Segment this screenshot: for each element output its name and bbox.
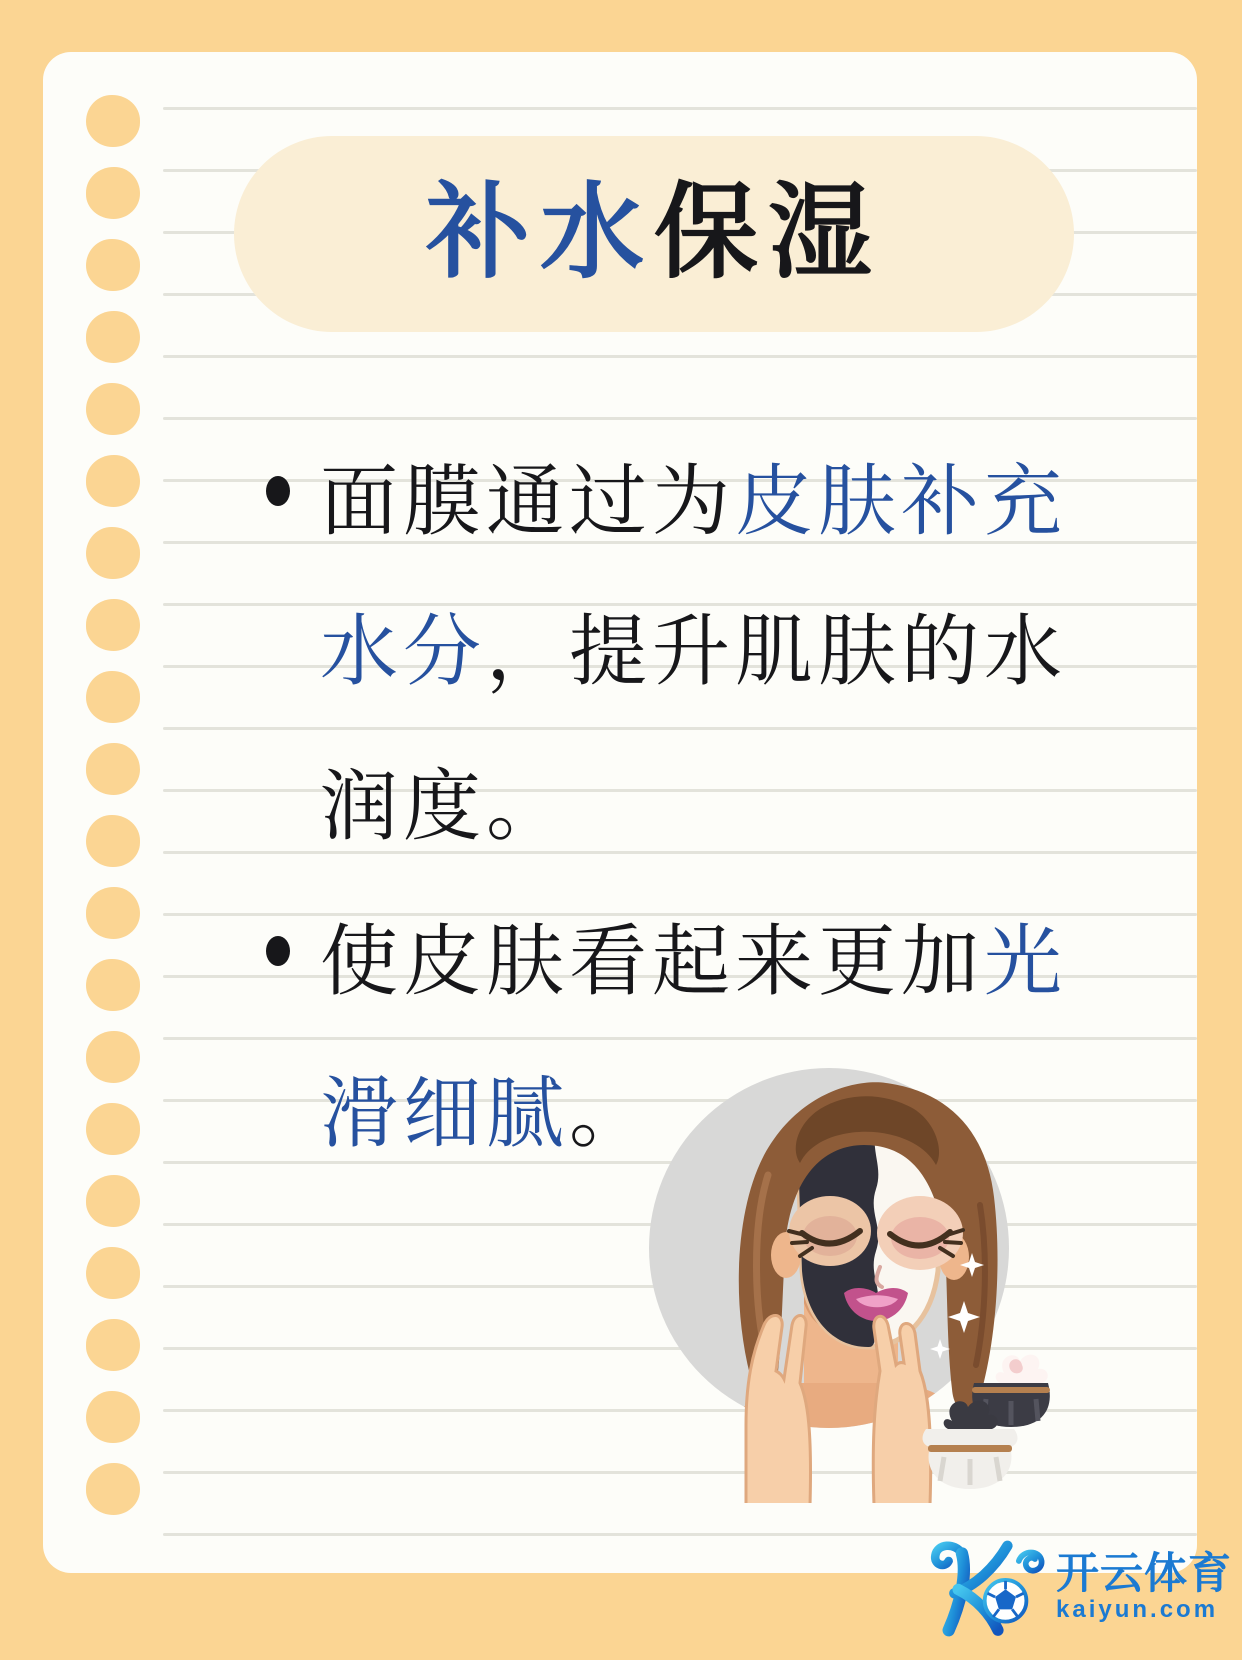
binding-dot <box>86 1103 140 1155</box>
binding-dot <box>86 743 140 795</box>
binding-dot <box>86 1391 140 1443</box>
ruled-line <box>163 1533 1197 1536</box>
watermark <box>924 1538 1232 1638</box>
line2-black: ，提升肌肤的水 <box>486 608 1068 695</box>
title-black-text: 保湿 <box>654 176 883 291</box>
line1-blue: 皮肤补充 <box>735 458 1068 545</box>
binding-dot <box>86 1463 140 1515</box>
binding-dot <box>86 815 140 867</box>
binding-dot <box>86 455 140 507</box>
title-pill <box>234 136 1074 332</box>
line4-blue: 光 <box>984 918 1068 1005</box>
binding-dot <box>86 239 140 291</box>
ruled-line <box>163 107 1197 110</box>
ruled-line <box>163 417 1197 420</box>
binding-dot <box>86 599 140 651</box>
bullet-icon <box>266 476 290 506</box>
binding-dot <box>86 959 140 1011</box>
k-soccer-ball-icon <box>924 1538 1052 1638</box>
line3-black: 润度。 <box>320 763 570 850</box>
binding-dot <box>86 671 140 723</box>
bullet-icon <box>266 936 290 966</box>
watermark-text <box>1056 1552 1232 1624</box>
line4-black: 使皮肤看起来更加 <box>320 918 985 1005</box>
ruled-line <box>163 851 1197 854</box>
face-mask-illustration <box>634 1053 1064 1503</box>
ruled-line <box>163 355 1197 358</box>
line5-blue: 滑细腻 <box>320 1070 570 1157</box>
binding-dot <box>86 311 140 363</box>
page-title <box>425 176 883 291</box>
binding-dot <box>86 383 140 435</box>
text-line-4 <box>266 910 1067 1020</box>
text-line-1 <box>266 450 1067 560</box>
text-line-3 <box>320 755 569 865</box>
binding-dot <box>86 167 140 219</box>
binding-dot <box>86 1247 140 1299</box>
binding-dot <box>86 1031 140 1083</box>
ruled-line <box>163 727 1197 730</box>
binding-dot <box>86 887 140 939</box>
text-line-5 <box>320 1062 652 1172</box>
title-blue-text: 补水 <box>425 176 654 291</box>
binding-dot <box>86 527 140 579</box>
line5-black: 。 <box>569 1070 653 1157</box>
text-line-2 <box>320 600 1067 710</box>
binding-dot <box>86 1175 140 1227</box>
watermark-brand: 开云体育 <box>1056 1550 1232 1599</box>
line1-black: 面膜通过为 <box>320 458 736 545</box>
binding-dot <box>86 95 140 147</box>
binding-dot <box>86 1319 140 1371</box>
ruled-line <box>163 1037 1197 1040</box>
watermark-domain: kaiyun.com <box>1056 1596 1219 1624</box>
line2-blue: 水分 <box>320 608 487 695</box>
ruled-line <box>163 789 1197 792</box>
